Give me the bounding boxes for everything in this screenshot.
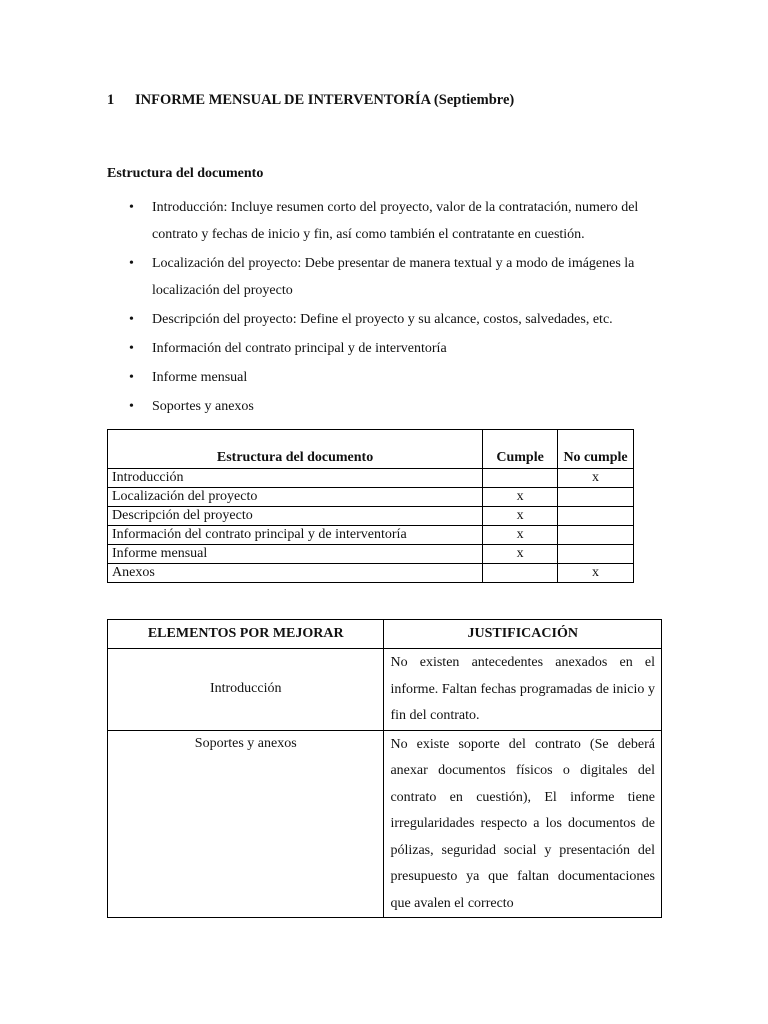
row-item: Localización del proyecto	[108, 488, 483, 507]
structure-bullet-list	[107, 194, 667, 422]
row-cumple	[483, 469, 558, 488]
document-heading	[107, 92, 514, 109]
bullet-item: • Información del contrato principal y de interventoría	[107, 335, 667, 362]
row-element: Soportes y anexos	[108, 730, 384, 918]
header-no-cumple: No cumple	[558, 430, 634, 469]
table-row	[108, 526, 634, 545]
table-row	[108, 507, 634, 526]
row-element: Introducción	[108, 649, 384, 731]
header-elements: ELEMENTOS POR MEJORAR	[108, 620, 384, 649]
bullet-item: • Informe mensual	[107, 364, 667, 391]
row-item: Información del contrato principal y de interventoría	[108, 526, 483, 545]
table-row	[108, 730, 662, 918]
row-item: Informe mensual	[108, 545, 483, 564]
row-no-cumple: x	[558, 469, 634, 488]
row-justification: No existen antecedentes anexados en el informe. Faltan fechas programadas de inicio y fin del contrato.	[384, 649, 662, 731]
row-cumple: x	[483, 526, 558, 545]
table-header-row	[108, 430, 634, 469]
row-item: Anexos	[108, 564, 483, 583]
row-item: Introducción	[108, 469, 483, 488]
heading-title: INFORME MENSUAL DE INTERVENTORÍA (Septiembre)	[135, 92, 515, 108]
row-cumple: x	[483, 545, 558, 564]
bullet-item: • Localización del proyecto: Debe presentar de manera textual y a modo de imágenes la localización del proyecto	[107, 250, 667, 304]
row-no-cumple	[558, 526, 634, 545]
section-title: Estructura del documento	[107, 166, 264, 181]
table-row	[108, 564, 634, 583]
table-row	[108, 469, 634, 488]
header-justification: JUSTIFICACIÓN	[384, 620, 662, 649]
row-cumple: x	[483, 507, 558, 526]
header-cumple: Cumple	[483, 430, 558, 469]
table-row	[108, 545, 634, 564]
header-structure: Estructura del documento	[108, 430, 483, 469]
heading-number: 1	[107, 92, 115, 108]
structure-compliance-table	[107, 429, 634, 583]
improvement-elements-table	[107, 619, 662, 918]
row-no-cumple	[558, 488, 634, 507]
table-row	[108, 649, 662, 731]
row-justification: No existe soporte del contrato (Se deberá anexar documentos físicos o digitales del contrato en cuestión), El informe tiene irregularidades respecto a los documentos de pólizas, seguridad social y presentación del presupuesto ya que faltan documentaciones que avalen el correcto	[384, 730, 662, 918]
row-no-cumple	[558, 507, 634, 526]
bullet-item: • Introducción: Incluye resumen corto del proyecto, valor de la contratación, numero del contrato y fechas de inicio y fin, así como también el contratante en cuestión.	[107, 194, 667, 248]
row-cumple	[483, 564, 558, 583]
bullet-item: • Descripción del proyecto: Define el proyecto y su alcance, costos, salvedades, etc.	[107, 306, 667, 333]
row-no-cumple: x	[558, 564, 634, 583]
bullet-item: • Soportes y anexos	[107, 393, 667, 420]
row-cumple: x	[483, 488, 558, 507]
row-no-cumple	[558, 545, 634, 564]
table-header-row	[108, 620, 662, 649]
row-item: Descripción del proyecto	[108, 507, 483, 526]
table-row	[108, 488, 634, 507]
